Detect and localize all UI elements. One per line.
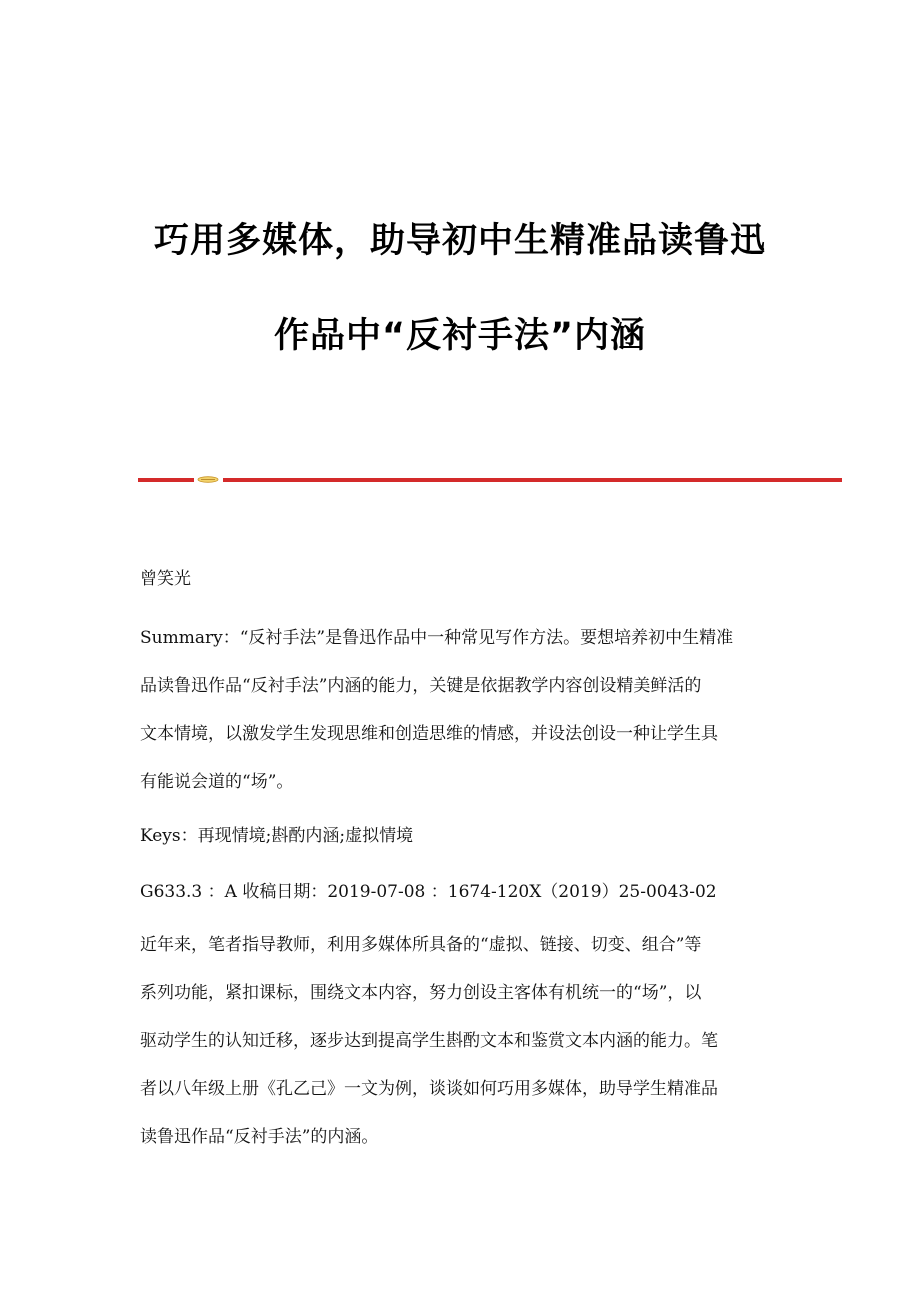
body-line: 系列功能，紧扣课标，围绕文本内容，努力创设主客体有机统一的“场”，以 xyxy=(140,983,702,1003)
keywords-line xyxy=(140,812,780,860)
classification-meta-line xyxy=(140,868,780,916)
summary-line: 文本情境，以激发学生发现思维和创造思维的情感，并设法创设一种让学生具 xyxy=(140,724,718,744)
classification-meta-text: G633.3 ：A 收稿日期：2019-07-08 ：1674-120X（2019）25-0043-02 xyxy=(140,882,717,902)
summary-line: 品读鲁迅作品“反衬手法”内涵的能力，关键是依据教学内容创设精美鲜活的 xyxy=(140,676,702,696)
title-divider-right xyxy=(223,478,842,482)
summary-line: Summary：“反衬手法”是鲁迅作品中一种常见写作方法。要想培养初中生精准 xyxy=(140,628,734,648)
summary-line: 有能说会道的“场”。 xyxy=(140,772,294,792)
body-line: 驱动学生的认知迁移，逐步达到提高学生斟酌文本和鉴赏文本内涵的能力。笔 xyxy=(140,1031,718,1051)
summary-paragraph xyxy=(140,614,780,806)
document-title-line-2: 作品中“反衬手法”内涵 xyxy=(273,316,646,356)
document-title-line-1: 巧用多媒体，助导初中生精准品读鲁迅 xyxy=(153,221,766,261)
body-line: 读鲁迅作品“反衬手法”的内涵。 xyxy=(140,1127,379,1147)
body-paragraph xyxy=(140,921,780,1161)
divider-ornament-icon xyxy=(197,476,219,483)
keywords-text: Keys：再现情境;斟酌内涵;虚拟情境 xyxy=(140,826,414,846)
author-name: 曾笑光 xyxy=(140,569,191,589)
body-line: 者以八年级上册《孔乙己》一文为例，谈谈如何巧用多媒体，助导学生精准品 xyxy=(140,1079,718,1099)
title-divider-left xyxy=(138,478,194,482)
body-line: 近年来，笔者指导教师，利用多媒体所具备的“虚拟、链接、切变、组合”等 xyxy=(140,935,702,955)
